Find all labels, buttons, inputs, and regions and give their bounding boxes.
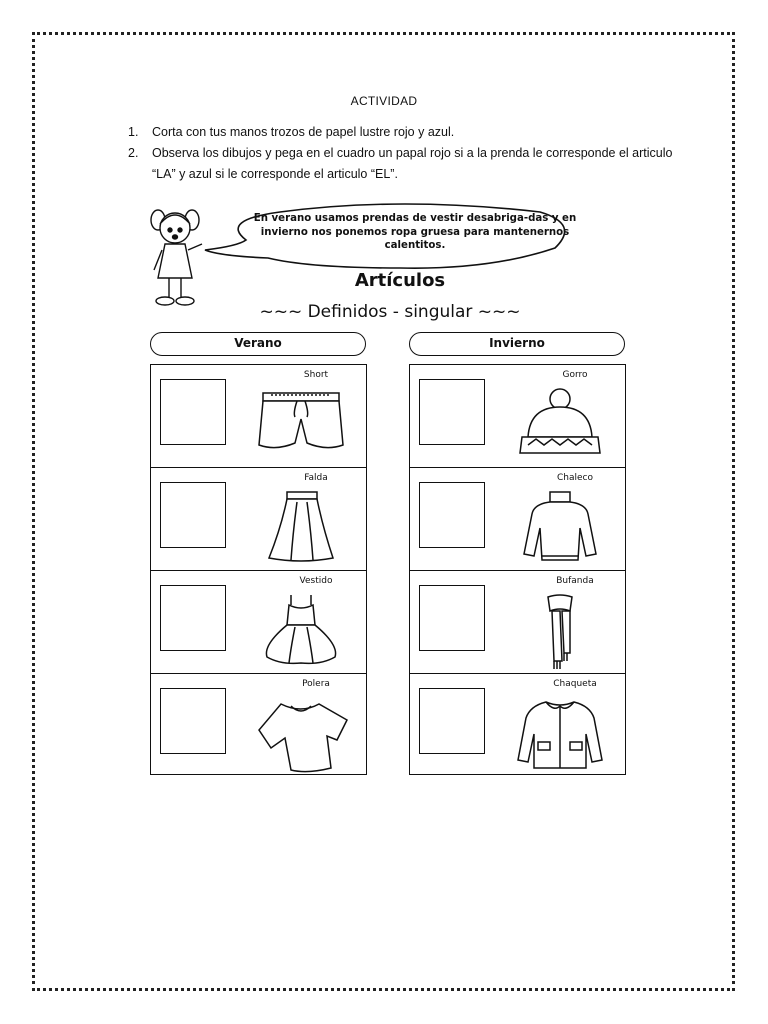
activity-title: ACTIVIDAD bbox=[350, 94, 418, 108]
instruction-text: Observa los dibujos y pega en el cuadro un papal rojo si a la prenda le corresponde el articulo “LA” y azul si le corresponde el articulo “EL”. bbox=[152, 146, 673, 181]
instructions-list bbox=[128, 122, 688, 185]
shorts-icon bbox=[251, 385, 351, 465]
dress-icon bbox=[251, 591, 351, 671]
sweater-icon bbox=[510, 488, 610, 568]
instruction-item bbox=[128, 143, 688, 185]
tshirt-icon bbox=[251, 694, 351, 774]
item-label: Chaleco bbox=[557, 473, 593, 483]
section-subtitle: ~~~ Definidos - singular ~~~ bbox=[259, 302, 521, 322]
table-row bbox=[151, 674, 366, 776]
paste-box[interactable] bbox=[419, 688, 485, 754]
paste-box[interactable] bbox=[160, 379, 226, 445]
item-label: Vestido bbox=[299, 576, 333, 586]
invierno-table bbox=[409, 364, 626, 775]
item-label: Bufanda bbox=[556, 576, 594, 586]
table-row bbox=[410, 468, 625, 571]
instruction-item bbox=[128, 122, 688, 143]
paste-box[interactable] bbox=[160, 482, 226, 548]
instruction-number: 2. bbox=[128, 146, 139, 160]
paste-box[interactable] bbox=[160, 585, 226, 651]
table-row bbox=[151, 365, 366, 468]
instruction-number: 1. bbox=[128, 125, 139, 139]
item-label: Short bbox=[303, 370, 329, 380]
verano-header: Verano bbox=[150, 332, 366, 356]
beanie-icon bbox=[510, 385, 610, 465]
scarf-icon bbox=[510, 591, 610, 671]
table-row bbox=[151, 571, 366, 674]
paste-box[interactable] bbox=[419, 379, 485, 445]
table-row bbox=[410, 571, 625, 674]
table-row bbox=[410, 365, 625, 468]
verano-table bbox=[150, 364, 367, 775]
item-label: Polera bbox=[302, 679, 330, 689]
speech-bubble-text: En verano usamos prendas de vestir desabriga-das y en invierno nos ponemos ropa gruesa para mantenernos calentitos. bbox=[253, 213, 577, 251]
item-label: Falda bbox=[304, 473, 328, 483]
section-title: Artículos bbox=[354, 270, 446, 291]
jacket-icon bbox=[510, 694, 610, 774]
paste-box[interactable] bbox=[160, 688, 226, 754]
paste-box[interactable] bbox=[419, 585, 485, 651]
paste-box[interactable] bbox=[419, 482, 485, 548]
table-row bbox=[410, 674, 625, 776]
girl-character-icon bbox=[151, 210, 202, 305]
skirt-icon bbox=[251, 488, 351, 568]
item-label: Chaqueta bbox=[553, 679, 597, 689]
instruction-text: Corta con tus manos trozos de papel lustre rojo y azul. bbox=[152, 125, 455, 139]
item-label: Gorro bbox=[562, 370, 588, 380]
invierno-header: Invierno bbox=[409, 332, 625, 356]
table-row bbox=[151, 468, 366, 571]
